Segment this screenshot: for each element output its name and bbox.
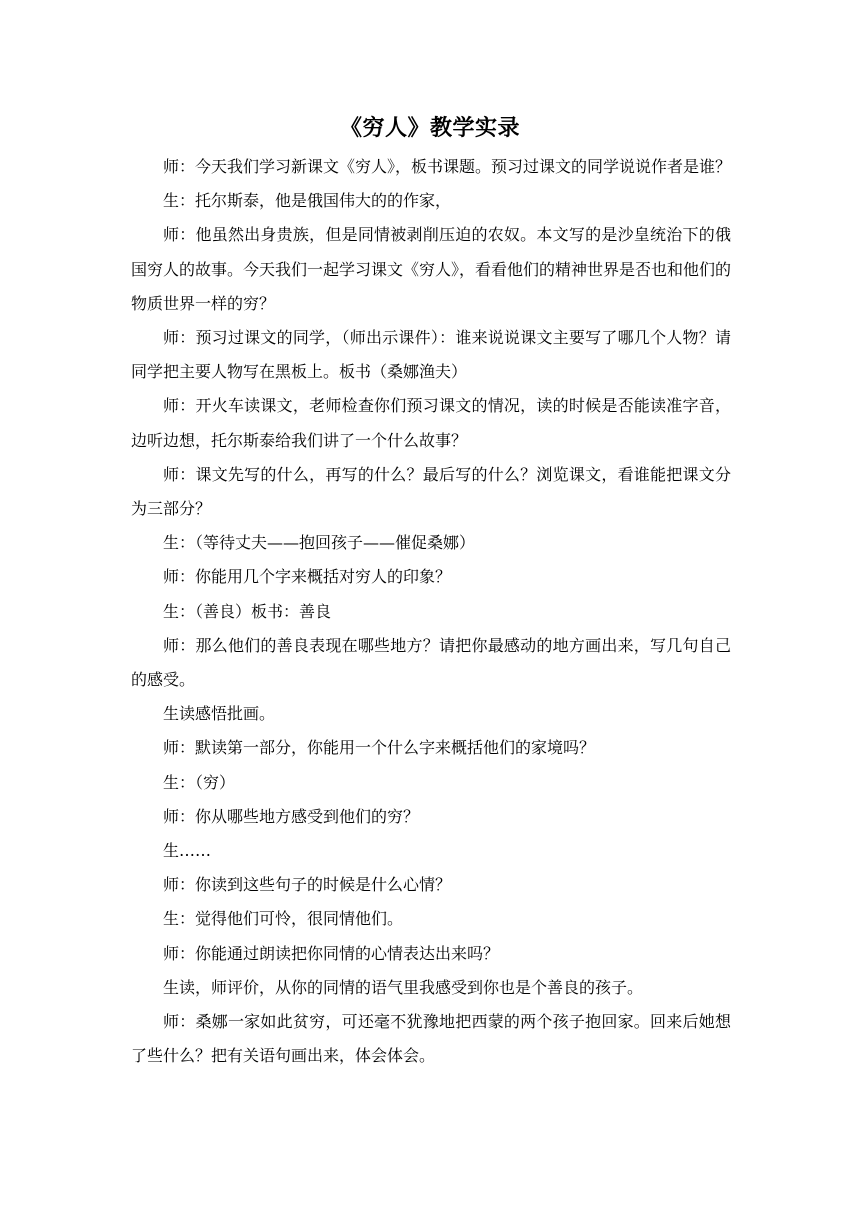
paragraph: 师：桑娜一家如此贫穷，可还毫不犹豫地把西蒙的两个孩子抱回家。回来后她想了些什么？把有关语句画出来，体会体会。 <box>131 1012 731 1066</box>
paragraph: 师：那么他们的善良表现在哪些地方？请把你最感动的地方画出来，写几句自己的感受。 <box>131 635 731 690</box>
paragraph: 师：你能通过朗读把你同情的心情表达出来吗？ <box>163 943 500 963</box>
paragraph: 生：（善良）板书：善良 <box>163 601 332 621</box>
paragraph: 生：托尔斯泰，他是俄国伟大的的作家， <box>163 191 452 211</box>
paragraph: 师：今天我们学习新课文《穷人》，板书课题。预习过课文的同学说说作者是谁？ <box>163 157 732 176</box>
document-body <box>131 150 731 1073</box>
document-title: 《穷人》教学实录 <box>339 115 520 141</box>
paragraph: 生：觉得他们可怜，很同情他们。 <box>163 909 404 929</box>
paragraph: 生读，师评价，从你的同情的语气里我感受到你也是个善良的孩子。 <box>163 977 644 997</box>
paragraph: 师：你从哪些地方感受到他们的穷？ <box>163 806 420 826</box>
paragraph: 师：你读到这些句子的时候是什么心情？ <box>163 875 452 895</box>
paragraph: 师：开火车读课文，老师检查你们预习课文的情况，读的时候是否能读准字音，边听边想，托尔斯泰给我们讲了一个什么故事？ <box>131 396 731 450</box>
paragraph: 师：你能用几个字来概括对穷人的印象？ <box>163 567 452 587</box>
paragraph: 师：课文先写的什么，再写的什么？最后写的什么？浏览课文，看谁能把课文分为三部分？ <box>131 464 731 519</box>
paragraph: 师：他虽然出身贵族，但是同情被剥削压迫的农奴。本文写的是沙皇统治下的俄国穷人的故事。今天我们一起学习课文《穷人》，看看他们的精神世界是否也和他们的物质世界一样的穷？ <box>131 225 732 313</box>
paragraph: 生：（穷） <box>163 772 236 792</box>
paragraph: 生…… <box>163 841 212 861</box>
paragraph: 师：默读第一部分，你能用一个什么字来概括他们的家境吗？ <box>163 738 596 758</box>
paragraph: 师：预习过课文的同学，（师出示课件）：谁来说说课文主要写了哪几个人物？请同学把主要人物写在黑板上。板书（桑娜渔夫） <box>131 328 731 382</box>
paragraph: 生：（等待丈夫——抱回孩子——催促桑娜） <box>163 533 476 553</box>
paragraph: 生读感悟批画。 <box>163 704 276 724</box>
